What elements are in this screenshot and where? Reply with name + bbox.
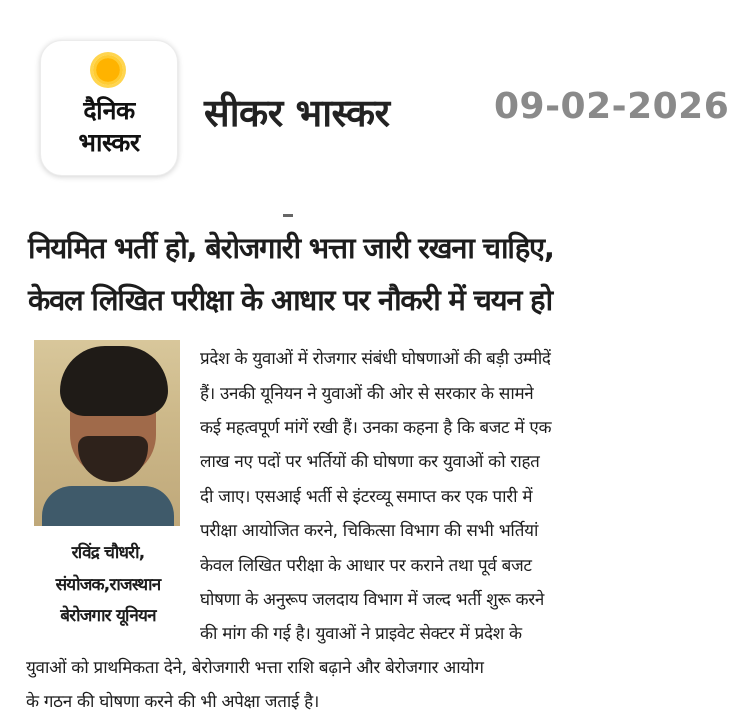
body-line-9: की मांग की गई है। युवाओं ने प्राइवेट सेक्टर में प्रदेश के [200, 624, 522, 644]
body-line-11: के गठन की घोषणा करने की भी अपेक्षा जताई है। [26, 692, 320, 712]
body-line-7: केवल लिखित परीक्षा के आधार पर कराने तथा पूर्व बजट [200, 556, 532, 576]
page-header [0, 0, 752, 210]
headline-line-2: केवल लिखित परीक्षा के आधार पर नौकरी में चयन हो [28, 283, 552, 317]
logo-text-line-1: दैनिक [83, 96, 135, 125]
body-line-3: कई महत्वपूर्ण मांगें रखी हैं। उनका कहना है कि बजट में एक [200, 418, 552, 438]
edition-date: 09-02-2026 [494, 86, 730, 127]
photo-caption-org: बेरोजगार यूनियन [60, 606, 156, 626]
divider-mark [283, 214, 293, 217]
body-line-1: प्रदेश के युवाओं में रोजगार संबंधी घोषणाओं की बड़ी उम्मीदें [200, 349, 551, 369]
edition-name: सीकर भास्कर [204, 91, 390, 135]
person-photo [34, 340, 180, 526]
sun-icon [93, 55, 123, 85]
dainik-bhaskar-logo [40, 40, 178, 176]
body-line-8: घोषणा के अनुरूप जलदाय विभाग में जल्द भर्ती शुरू करने [200, 590, 545, 610]
body-line-5: दी जाए। एसआई भर्ती से इंटरव्यू समाप्त कर एक पारी में [200, 487, 533, 507]
photo-hair [60, 346, 168, 416]
body-line-10: युवाओं को प्राथमिकता देने, बेरोजगारी भत्ता राशि बढ़ाने और बेरोजगार आयोग [26, 658, 484, 678]
body-line-2: हैं। उनकी यूनियन ने युवाओं की ओर से सरकार के सामने [200, 384, 534, 404]
logo-text-line-2: भास्कर [78, 128, 140, 157]
photo-caption-name: रविंद्र चौधरी, [71, 543, 145, 563]
headline-line-1: नियमित भर्ती हो, बेरोजगारी भत्ता जारी रखना चाहिए, [28, 231, 554, 265]
photo-caption-title: संयोजक,राजस्थान [55, 575, 161, 595]
body-line-4: लाख नए पदों पर भर्तियों की घोषणा कर युवाओं को राहत [200, 452, 540, 472]
photo-shirt [42, 486, 174, 526]
body-line-6: परीक्षा आयोजित करने, चिकित्सा विभाग की सभी भर्तियां [200, 521, 539, 541]
photo-beard [78, 436, 148, 482]
